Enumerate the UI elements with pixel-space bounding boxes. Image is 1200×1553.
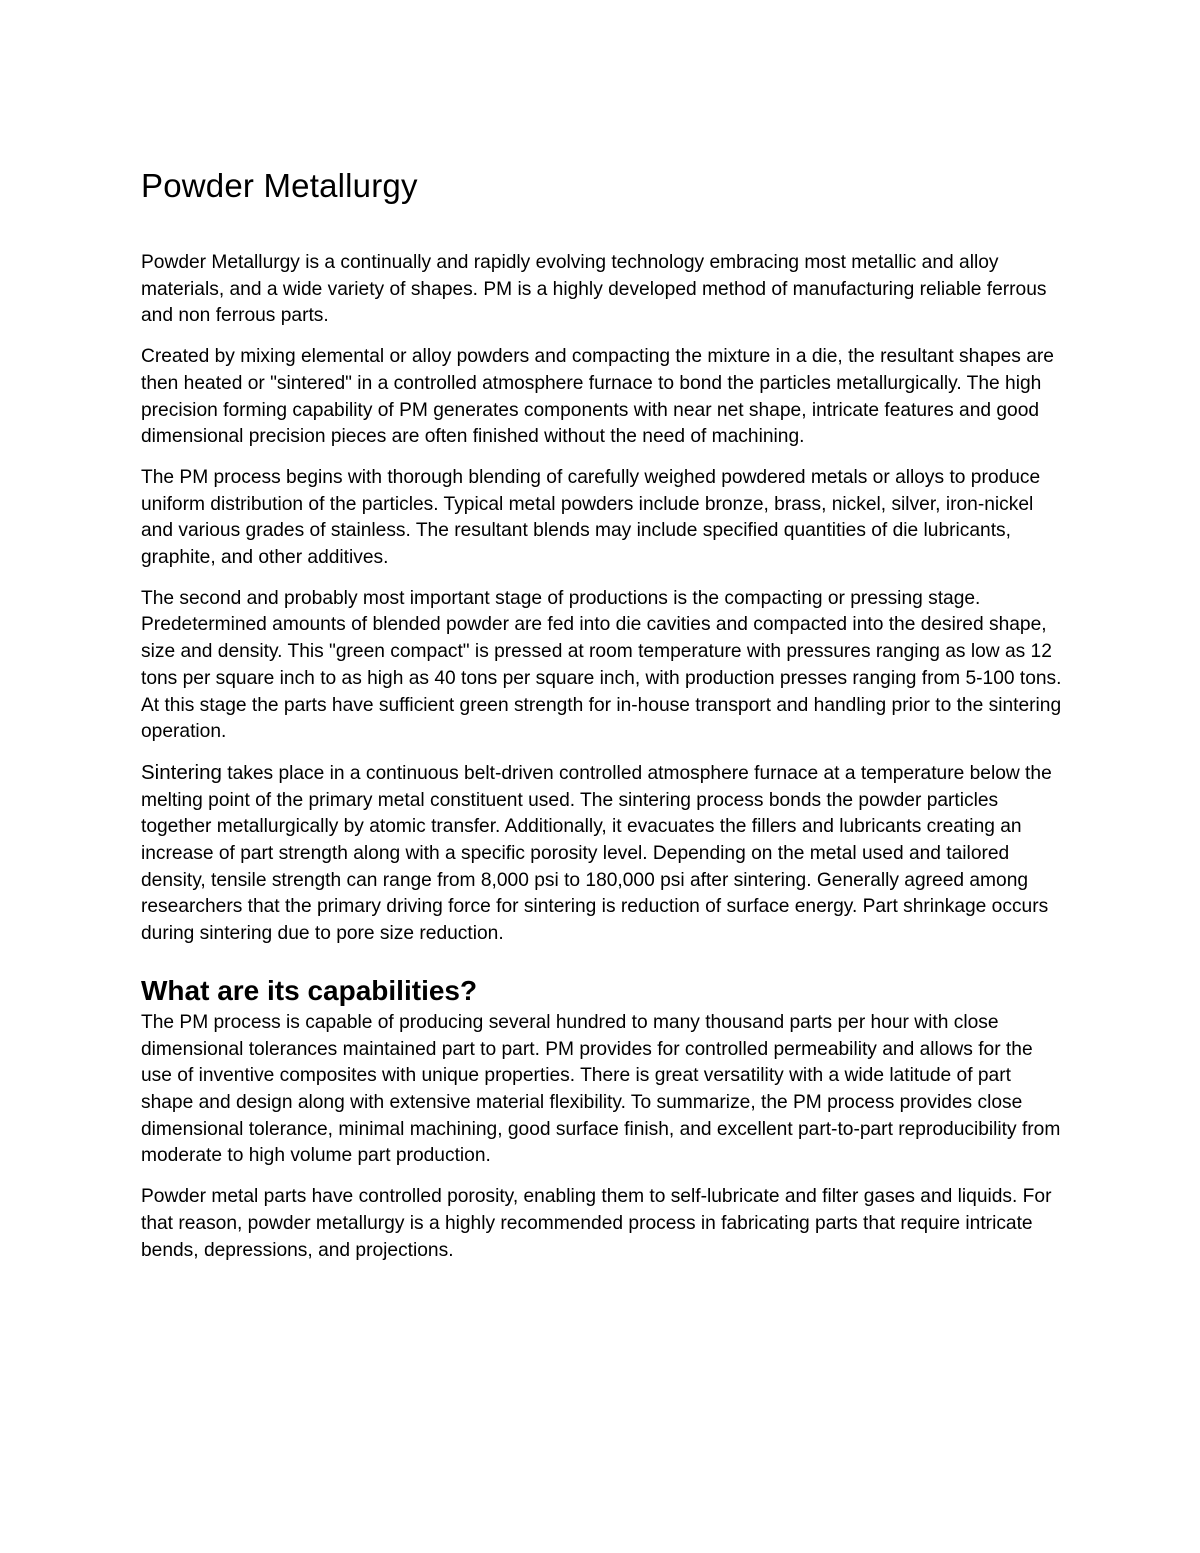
capabilities-paragraph-1: The PM process is capable of producing several hundred to many thousand parts per hour with close dimensional tolerances maintained part to part. PM provides for controlled permeability and allows for the use of inventive composites with unique properties. There is great versatility with a wide latitude of part shape and design along with extensive material flexibility. To summarize, the PM process provides close dimensional tolerance, minimal machining, good surface finish, and excellent part-to-part reproducibility from moderate to high volume part production. — [141, 1011, 1061, 1167]
document-title: Powder Metallurgy — [141, 167, 418, 204]
capabilities-heading: What are its capabilities? — [141, 974, 478, 1006]
intro-paragraph-1: Powder Metallurgy is a continually and rapidly evolving technology embracing most metallic and alloy materials, and a wide variety of shapes. PM is a highly developed method of manufacturing reliable ferrous and non ferrous parts. — [141, 252, 1047, 327]
sintering-lead-word: Sintering — [141, 760, 222, 784]
sintering-paragraph-text: takes place in a continuous belt-driven controlled atmosphere furnace at a temperature below the melting point of the primary metal constituent used. The sintering process bonds the powder particles together metallurgically by atomic transfer. Additionally, it evacuates the fillers and lubricants creating an increase of part strength along with a specific porosity level. Depending on the metal used and tailored density, tensile strength can range from 8,000 psi to 180,000 psi after sintering. Generally agreed among researchers that the primary driving force for sintering is reduction of surface energy. Part shrinkage occurs during sintering due to pore size reduction. — [141, 762, 1052, 945]
intro-paragraph-2: Created by mixing elemental or alloy powders and compacting the mixture in a die, the resultant shapes are then heated or "sintered" in a controlled atmosphere furnace to bond the particles metallurgically. The high precision forming capability of PM generates components with near net shape, intricate features and good dimensional precision pieces are often finished without the need of machining. — [141, 346, 1054, 448]
capabilities-paragraph-2: Powder metal parts have controlled porosity, enabling them to self-lubricate and filter gases and liquids. For that reason, powder metallurgy is a highly recommended process in fabricating parts that require intricate bends, depressions, and projections. — [141, 1186, 1052, 1261]
sintering-paragraph — [141, 760, 1066, 948]
intro-paragraph-4: The second and probably most important stage of productions is the compacting or pressing stage. Predetermined amounts of blended powder are fed into die cavities and compacted into the desired shape, size and density. This "green compact" is pressed at room temperature with pressures ranging as low as 12 tons per square inch to as high as 40 tons per square inch, with production presses ranging from 5-100 tons. At this stage the parts have sufficient green strength for in-house transport and handling prior to the sintering operation. — [141, 587, 1062, 743]
intro-paragraph-3: The PM process begins with thorough blending of carefully weighed powdered metals or alloys to produce uniform distribution of the particles. Typical metal powders include bronze, brass, nickel, silver, iron-nickel and various grades of stainless. The resultant blends may include specified quantities of die lubricants, graphite, and other additives. — [141, 466, 1041, 569]
document-page — [141, 164, 1066, 1264]
